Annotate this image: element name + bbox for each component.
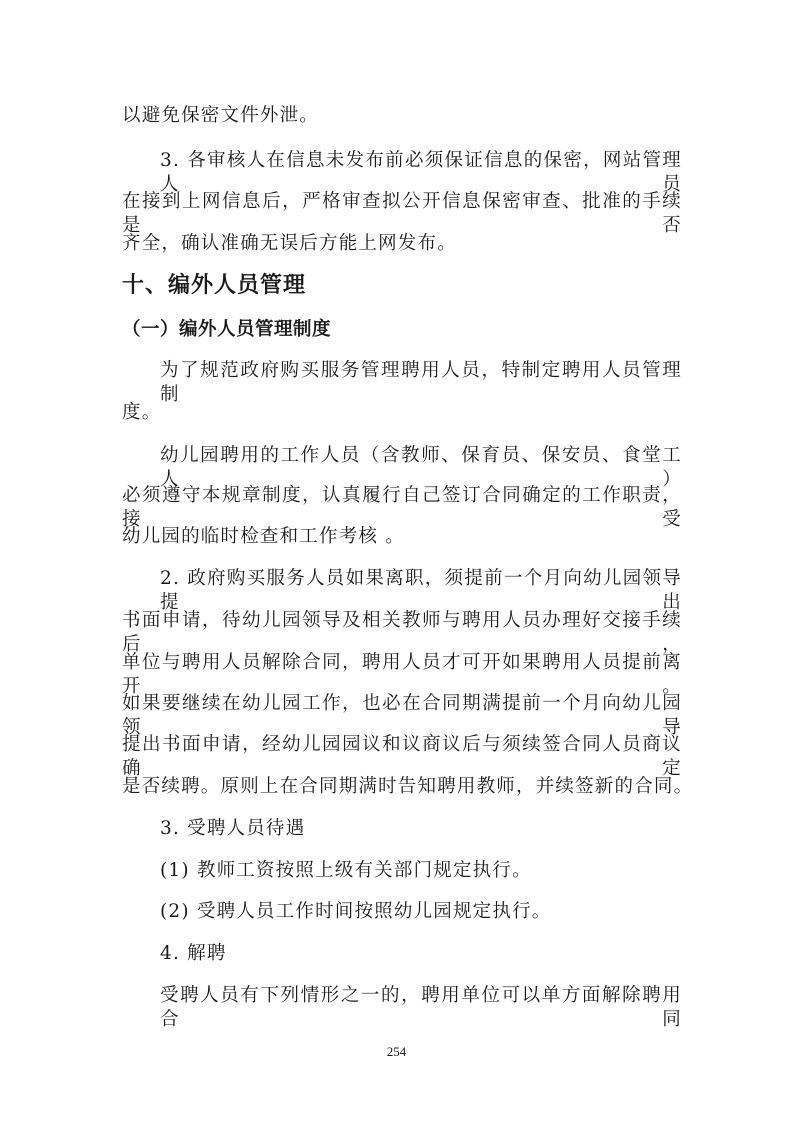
paragraph-line: 3. 受聘人员待遇 bbox=[160, 818, 306, 839]
paragraph-line: 幼儿园的临时检查和工作考核 。 bbox=[122, 526, 405, 547]
paragraph-line: 受聘人员有下列情形之一的，聘用单位可以单方面解除聘用合同 bbox=[160, 985, 682, 1030]
paragraph-line: 在接到上网信息后，严格审查拟公开信息保密审查、批准的手续是否 bbox=[122, 191, 682, 236]
paragraph-line: 是否续聘。原则上在合同期满时告知聘用教师，并续签新的合同。 bbox=[122, 776, 694, 797]
paragraph-line: 2. 政府购买服务人员如果离职，须提前一个月向幼儿园领导提出 bbox=[160, 568, 682, 613]
paragraph-line: 必须遵守本规章制度，认真履行自己签订合同确定的工作职责，接受 bbox=[122, 485, 682, 530]
section-heading: 十、编外人员管理 bbox=[122, 273, 307, 298]
paragraph-line: 提出书面申请，经幼儿园园议和议商议后与须续签合同人员商议确定 bbox=[122, 734, 682, 779]
paragraph-line: 3. 各审核人在信息未发布前必须保证信息的保密，网站管理人员 bbox=[160, 150, 682, 195]
paragraph-line: 书面申请，待幼儿园领导及相关教师与聘用人员办理好交接手续后， bbox=[122, 610, 682, 655]
paragraph-line: 度。 bbox=[122, 402, 162, 423]
paragraph-line: 为了规范政府购买服务管理聘用人员，特制定聘用人员管理制 bbox=[160, 360, 682, 405]
subsection-heading: （一）编外人员管理制度 bbox=[122, 319, 332, 340]
paragraph-line: 幼儿园聘用的工作人员（含教师、保育员、保安员、食堂工人） bbox=[160, 445, 682, 490]
paragraph-line: 齐全，确认准确无误后方能上网发布。 bbox=[122, 233, 457, 254]
paragraph-line: 如果要继续在幼儿园工作，也必在合同期满提前一个月向幼儿园领导 bbox=[122, 693, 682, 738]
paragraph-line: 单位与聘用人员解除合同，聘用人员才可开如果聘用人员提前离开。 bbox=[122, 652, 682, 697]
paragraph-line: 以避免保密文件外泄。 bbox=[122, 105, 320, 126]
page-number: 254 bbox=[386, 1044, 407, 1059]
paragraph-line: 4. 解聘 bbox=[160, 943, 227, 964]
paragraph-line: (1) 教师工资按照上级有关部门规定执行。 bbox=[160, 860, 532, 881]
paragraph-line: (2) 受聘人员工作时间按照幼儿园规定执行。 bbox=[160, 901, 552, 922]
